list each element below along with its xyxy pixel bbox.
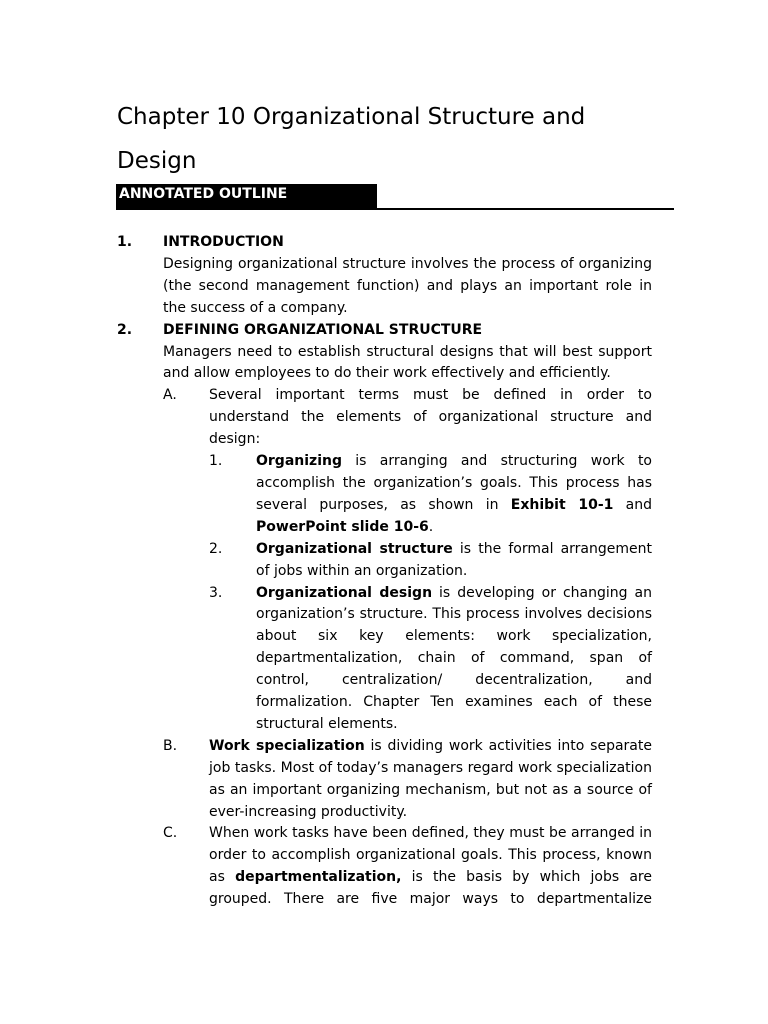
annotated-outline bbox=[117, 232, 652, 911]
term-content bbox=[256, 451, 652, 539]
outline-item-content bbox=[163, 320, 652, 911]
outline-heading: INTRODUCTION bbox=[163, 234, 284, 250]
subitem-content bbox=[209, 385, 652, 736]
chapter-title: Chapter 10 Organizational Structure and Design bbox=[117, 104, 586, 174]
term-number: 3. bbox=[209, 584, 223, 601]
term-content bbox=[256, 539, 652, 583]
term-organizational-design: Organizational design bbox=[256, 584, 433, 601]
outline-item-introduction bbox=[117, 232, 652, 320]
term-text: is developing or changing an organization’s structure. This process involves decisions about six key elements: work specialization, departmentalization, chain of command, span of control, centralization/ decentralization, and formalization. Chapter Ten examines each of these structural elements. bbox=[256, 584, 652, 732]
outline-heading: DEFINING ORGANIZATIONAL STRUCTURE bbox=[163, 321, 483, 338]
term-number: 1. bbox=[209, 453, 223, 470]
subitem-text: When work tasks have been defined, they must be arranged in order to accomplish organizational goals. This process, known as bbox=[209, 825, 652, 886]
outline-number: 1. bbox=[117, 234, 133, 250]
term-text: is the formal arrangement of jobs within an organization. bbox=[256, 540, 652, 579]
term-paragraph bbox=[256, 451, 652, 539]
outline-item-content bbox=[163, 232, 652, 320]
term-text: is arranging and structuring work to accomplish the organization’s goals. This process has several purposes, as shown in bbox=[256, 453, 652, 513]
subitem-letter: C. bbox=[163, 825, 178, 842]
subitem-c bbox=[163, 823, 652, 911]
term-paragraph bbox=[256, 539, 652, 583]
subitem-content bbox=[209, 823, 652, 911]
outline-paragraph: Designing organizational structure involves the process of organizing (the second management function) and plays an important role in the success of a company. bbox=[163, 255, 652, 316]
subitem-paragraph bbox=[209, 823, 652, 911]
section-header bbox=[116, 184, 674, 210]
term-departmentalization: departmentalization, bbox=[235, 869, 402, 886]
term-text: . bbox=[428, 518, 434, 535]
subitem-paragraph bbox=[209, 736, 652, 824]
section-label: ANNOTATED OUTLINE bbox=[116, 184, 377, 208]
subitem-a bbox=[163, 385, 652, 736]
subitem-content bbox=[209, 736, 652, 824]
term-item-organizational-design bbox=[209, 583, 652, 736]
term-paragraph bbox=[256, 583, 652, 736]
term-organizing: Organizing bbox=[256, 453, 342, 470]
term-organizational-structure: Organizational structure bbox=[256, 540, 453, 557]
outline-number: 2. bbox=[117, 321, 133, 338]
term-item-organizing bbox=[209, 451, 652, 539]
term-number: 2. bbox=[209, 540, 223, 557]
outline-item-defining-structure bbox=[117, 320, 652, 911]
term-item-organizational-structure bbox=[209, 539, 652, 583]
term-text: and bbox=[613, 496, 653, 513]
exhibit-reference: Exhibit 10-1 bbox=[510, 496, 614, 513]
subitem-text: is the basis by which jobs are grouped. There are five major ways to departmentalize bbox=[209, 869, 652, 908]
outline-paragraph: Managers need to establish structural designs that will best support and allow employees to do their work effectively and efficiently. bbox=[163, 343, 652, 382]
subitem-paragraph: Several important terms must be defined in order to understand the elements of organizational structure and design: bbox=[209, 387, 652, 448]
subitem-text: is dividing work activities into separate job tasks. Most of today’s managers regard work specialization as an important organizing mechanism, but not as a source of ever-increasing productivity. bbox=[209, 737, 652, 820]
slide-reference: PowerPoint slide 10-6 bbox=[256, 518, 429, 535]
subitem-letter: B. bbox=[163, 737, 178, 754]
subitem-letter: A. bbox=[163, 387, 177, 404]
subitem-b bbox=[163, 736, 652, 824]
term-work-specialization: Work specialization bbox=[209, 737, 365, 754]
term-content bbox=[256, 583, 652, 736]
